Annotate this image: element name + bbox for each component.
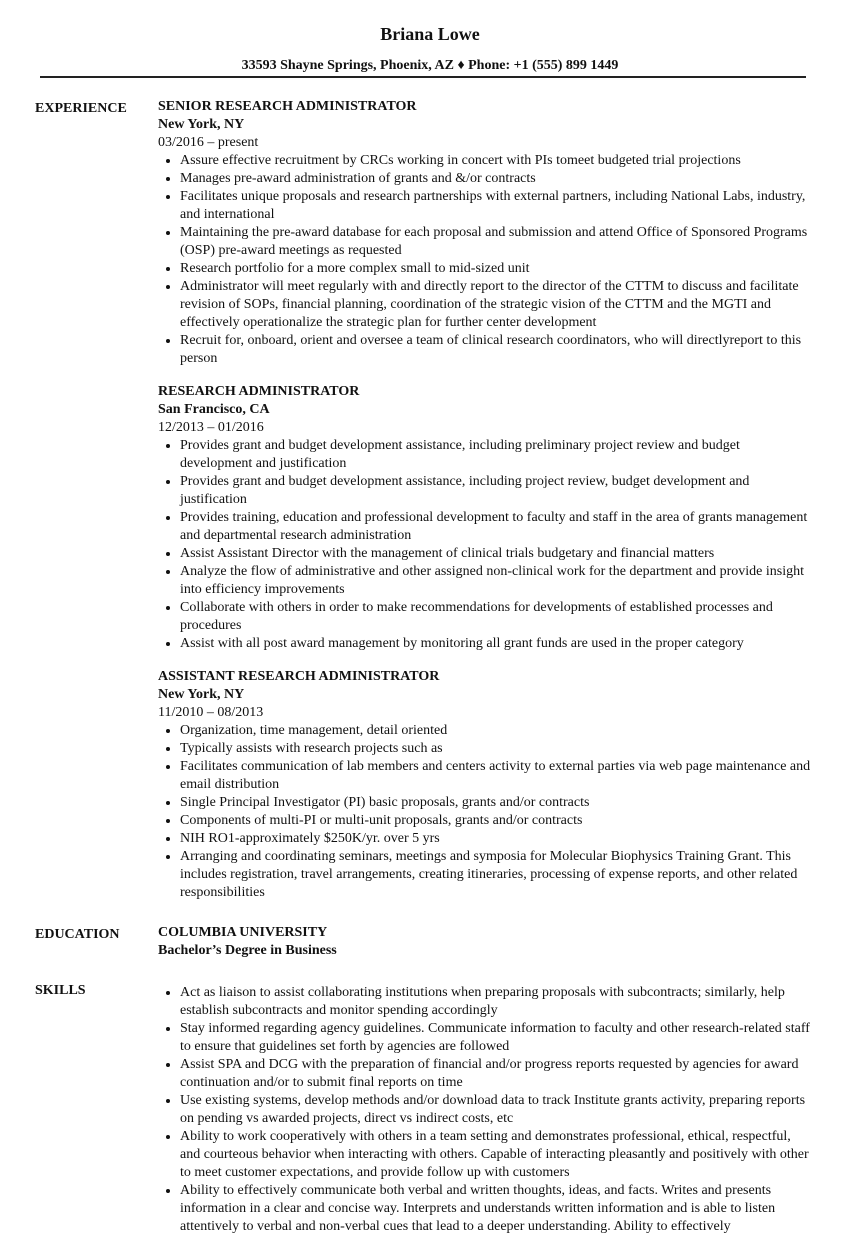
bullet-item: • Organization, time management, detail oriented <box>180 722 813 740</box>
job-bullets <box>158 152 813 368</box>
bullet-item: • NIH RO1-approximately $250K/yr. over 5 yrs <box>180 830 813 848</box>
education-section <box>0 924 860 960</box>
skills-section <box>0 980 860 1236</box>
contact-line: 33593 Shayne Springs, Phoenix, AZ ♦ Phone: +1 (555) 899 1449 <box>241 58 619 73</box>
bullet-item: • Stay informed regarding agency guidelines. Communicate information to faculty and other research-related staff to ensure that guidelines set forth by agencies are followed <box>180 1020 813 1056</box>
bullet-item: • Provides training, education and professional development to faculty and staff in the area of grants management and departmental research administration <box>180 509 813 545</box>
bullet-item: • Maintaining the pre-award database for each proposal and submission and attend Office of Sponsored Programs (OSP) pre-award meetings as requested <box>180 224 813 260</box>
bullet-item: • Collaborate with others in order to make recommendations for developments of established processes and procedures <box>180 599 813 635</box>
job-entry <box>158 383 813 653</box>
job-location: New York, NY <box>158 117 245 132</box>
skills-bullets <box>158 984 813 1236</box>
bullet-item: • Single Principal Investigator (PI) basic proposals, grants and/or contracts <box>180 794 813 812</box>
bullet-item: • Provides grant and budget development assistance, including preliminary project review and budget development and justification <box>180 437 813 473</box>
job-dates: 03/2016 – present <box>158 135 259 150</box>
education-school: COLUMBIA UNIVERSITY <box>158 925 328 940</box>
bullet-item: • Typically assists with research projects such as <box>180 740 813 758</box>
bullet-item: • Use existing systems, develop methods and/or download data to track Institute grants activity, preparing reports on pending vs awarded projects, direct vs indirect costs, etc <box>180 1092 813 1128</box>
education-degree: Bachelor’s Degree in Business <box>158 943 337 958</box>
job-location: New York, NY <box>158 687 245 702</box>
bullet-item: • Facilitates communication of lab members and centers activity to external parties via web page maintenance and email distribution <box>180 758 813 794</box>
bullet-item: • Act as liaison to assist collaborating institutions when preparing proposals with subcontracts; similarly, help establish subcontracts and monitor spending accordingly <box>180 984 813 1020</box>
job-location: San Francisco, CA <box>158 402 270 417</box>
job-entry <box>158 668 813 902</box>
experience-section <box>0 98 860 902</box>
section-label-skills: SKILLS <box>35 983 86 998</box>
job-title: ASSISTANT RESEARCH ADMINISTRATOR <box>158 669 440 684</box>
bullet-item: • Ability to work cooperatively with others in a team setting and demonstrates professional, ethical, respectful, and courteous behavior when interacting with others. Capable of interacting pleasantly and positively with other to meet customer expectations, and provide follow up with customers <box>180 1128 813 1182</box>
bullet-item: • Provides grant and budget development assistance, including project review, budget development and justification <box>180 473 813 509</box>
bullet-item: • Recruit for, onboard, orient and oversee a team of clinical research coordinators, who will directlyreport to this person <box>180 332 813 368</box>
job-title: SENIOR RESEARCH ADMINISTRATOR <box>158 99 417 114</box>
resume-content <box>0 96 860 1236</box>
bullet-item: • Manages pre-award administration of grants and &/or contracts <box>180 170 813 188</box>
job-entry <box>158 98 813 368</box>
job-dates: 11/2010 – 08/2013 <box>158 705 264 720</box>
bullet-item: • Assist Assistant Director with the management of clinical trials budgetary and financial matters <box>180 545 813 563</box>
section-label-education: EDUCATION <box>35 927 120 942</box>
job-bullets <box>158 722 813 902</box>
job-bullets <box>158 437 813 653</box>
header-divider <box>40 76 806 78</box>
bullet-item: • Components of multi-PI or multi-unit proposals, grants and/or contracts <box>180 812 813 830</box>
job-title: RESEARCH ADMINISTRATOR <box>158 384 360 399</box>
bullet-item: • Assist SPA and DCG with the preparation of financial and/or progress reports requested by agencies for award continuation and/or to submit final reports on time <box>180 1056 813 1092</box>
bullet-item: • Administrator will meet regularly with and directly report to the director of the CTTM to discuss and facilitate revision of SOPs, financial planning, coordination of the strategic vision of the CTTM and the MGTI and effectively operationalize the strategic plan for further center development <box>180 278 813 332</box>
bullet-item: • Assure effective recruitment by CRCs working in concert with PIs tomeet budgeted trial projections <box>180 152 813 170</box>
bullet-item: • Ability to effectively communicate both verbal and written thoughts, ideas, and facts. Writes and presents information in a clear and concise way. Interprets and understands written information and is able to listen attentively to verbal and non-verbal cues that lead to a deeper understanding. Ability to effectively <box>180 1182 813 1236</box>
candidate-name: Briana Lowe <box>380 24 480 44</box>
bullet-item: • Assist with all post award management by monitoring all grant funds are used in the proper category <box>180 635 813 653</box>
bullet-item: • Analyze the flow of administrative and other assigned non-clinical work for the department and provide insight into efficiency improvements <box>180 563 813 599</box>
bullet-item: • Research portfolio for a more complex small to mid-sized unit <box>180 260 813 278</box>
bullet-item: • Arranging and coordinating seminars, meetings and symposia for Molecular Biophysics Training Grant. This includes registration, travel arrangements, creating itineraries, processing of expense reports, and other related responsibilities <box>180 848 813 902</box>
bullet-item: • Facilitates unique proposals and research partnerships with external partners, including National Labs, industry, and international <box>180 188 813 224</box>
section-label-experience: EXPERIENCE <box>35 101 127 116</box>
job-dates: 12/2013 – 01/2016 <box>158 420 264 435</box>
